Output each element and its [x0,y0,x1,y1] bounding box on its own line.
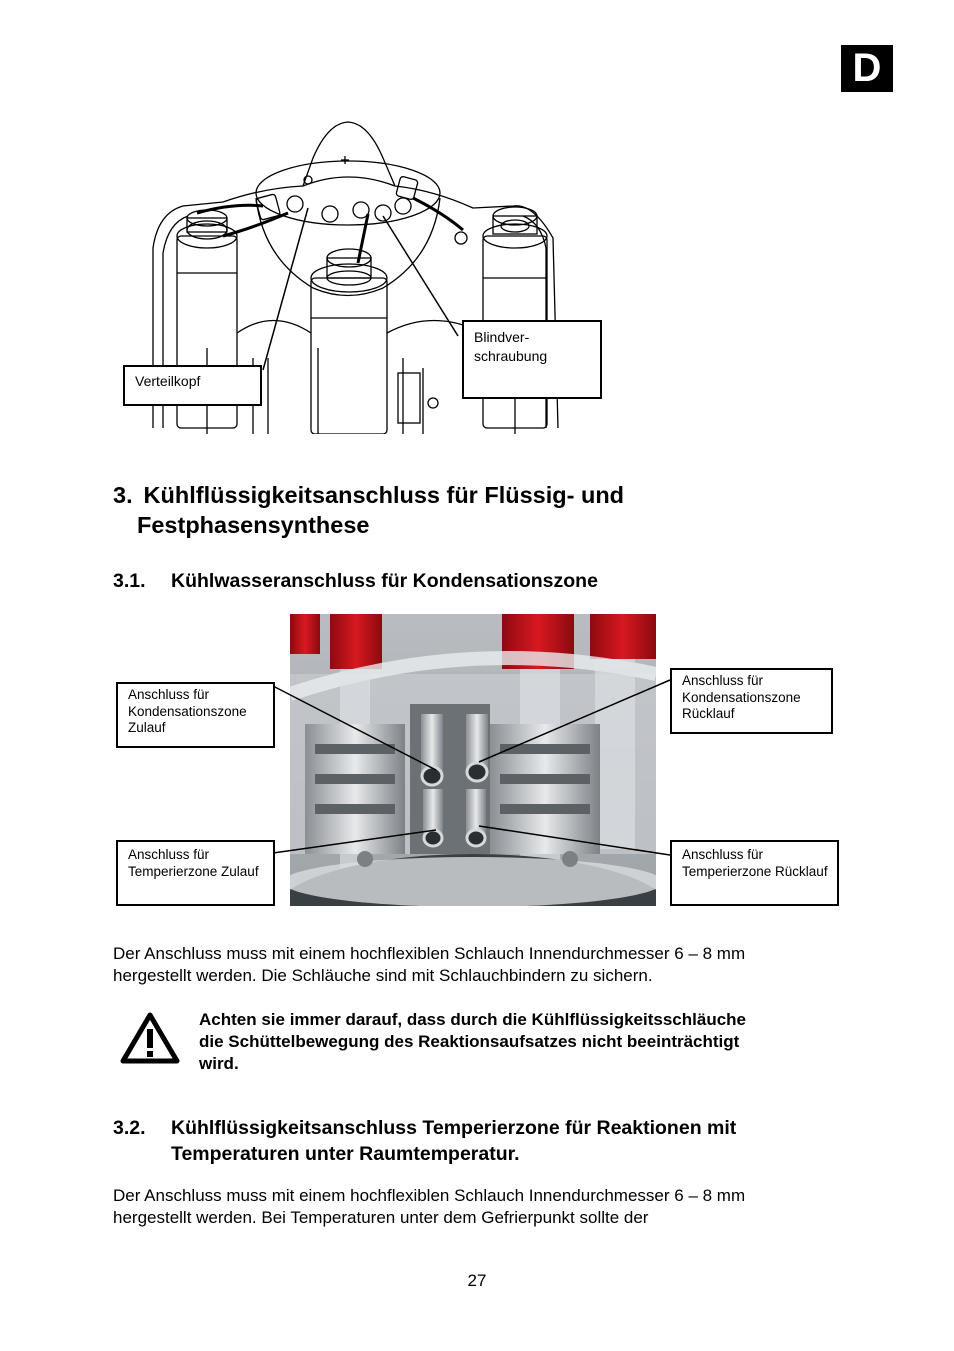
language-badge: D [841,45,893,92]
label-condensation-inlet-line2: Kondensationszone [128,703,247,719]
warning-line3: wird. [199,1054,239,1073]
section-3-1-number: 3.1. [113,570,146,592]
section-3-2-title-line2: Temperaturen unter Raumtemperatur. [171,1143,520,1165]
label-condensation-inlet [116,682,275,748]
section-3-2-number: 3.2. [113,1117,146,1139]
section-3-2-title [171,1115,851,1167]
label-temperature-return-line2: Temperierzone Rücklauf [682,863,828,879]
paragraph-freezing-note [113,1185,848,1229]
figure-distribution-head-drawing [113,118,608,434]
paragraph-1-line1: Der Anschluss muss mit einem hochflexiblen Schlauch Innendurchmesser 6 – 8 mm [113,944,746,963]
label-distribution-head [123,365,262,406]
warning-line1: Achten sie immer darauf, dass durch die Kühlflüssigkeitsschläuche [199,1010,746,1029]
label-blind-screw-line2: schraubung [474,348,548,364]
label-temperature-inlet [116,840,275,906]
warning-icon [120,1012,180,1064]
paragraph-hose-requirements [113,943,848,987]
page-number: 27 [467,1271,487,1290]
label-blind-screw [462,320,602,399]
label-condensation-return [670,668,833,734]
figure-coolant-connections [113,612,843,910]
label-temperature-inlet-line2: Temperierzone Zulauf [128,863,259,879]
paragraph-2-line2: hergestellt werden. Bei Temperaturen unter dem Gefrierpunkt sollte der [113,1208,649,1227]
paragraph-1-line2: hergestellt werden. Die Schläuche sind mit Schlauchbindern zu sichern. [113,966,653,985]
section-3-number: 3. [113,482,133,508]
label-condensation-return-line1: Anschluss für [682,673,764,688]
section-3-2-title-line1: Kühlflüssigkeitsanschluss Temperierzone für Reaktionen mit [171,1117,737,1139]
paragraph-2-line1: Der Anschluss muss mit einem hochflexiblen Schlauch Innendurchmesser 6 – 8 mm [113,1186,746,1205]
label-condensation-inlet-line3: Zulauf [128,720,166,735]
warning-text [199,1009,839,1075]
label-temperature-return-line1: Anschluss für [682,847,764,862]
label-condensation-return-line3: Rücklauf [682,706,735,721]
label-blind-screw-line1: Blindver- [474,329,530,345]
warning-line2: die Schüttelbewegung des Reaktionsaufsatzes nicht beeinträchtigt [199,1032,740,1051]
label-temperature-inlet-line1: Anschluss für [128,847,210,862]
section-3-2-heading [113,1115,853,1169]
section-3-heading [113,480,833,540]
section-3-1-heading [113,568,853,596]
section-3-title-line1: Kühlflüssigkeitsanschluss für Flüssig- und [143,482,625,508]
label-condensation-inlet-line1: Anschluss für [128,687,210,702]
section-3-1-title: Kühlwasseranschluss für Kondensationszone [171,570,598,592]
section-3-title-line2: Festphasensynthese [137,512,370,538]
label-condensation-return-line2: Kondensationszone [682,689,801,705]
label-distribution-head-text: Verteilkopf [135,373,201,389]
label-temperature-return [670,840,839,906]
